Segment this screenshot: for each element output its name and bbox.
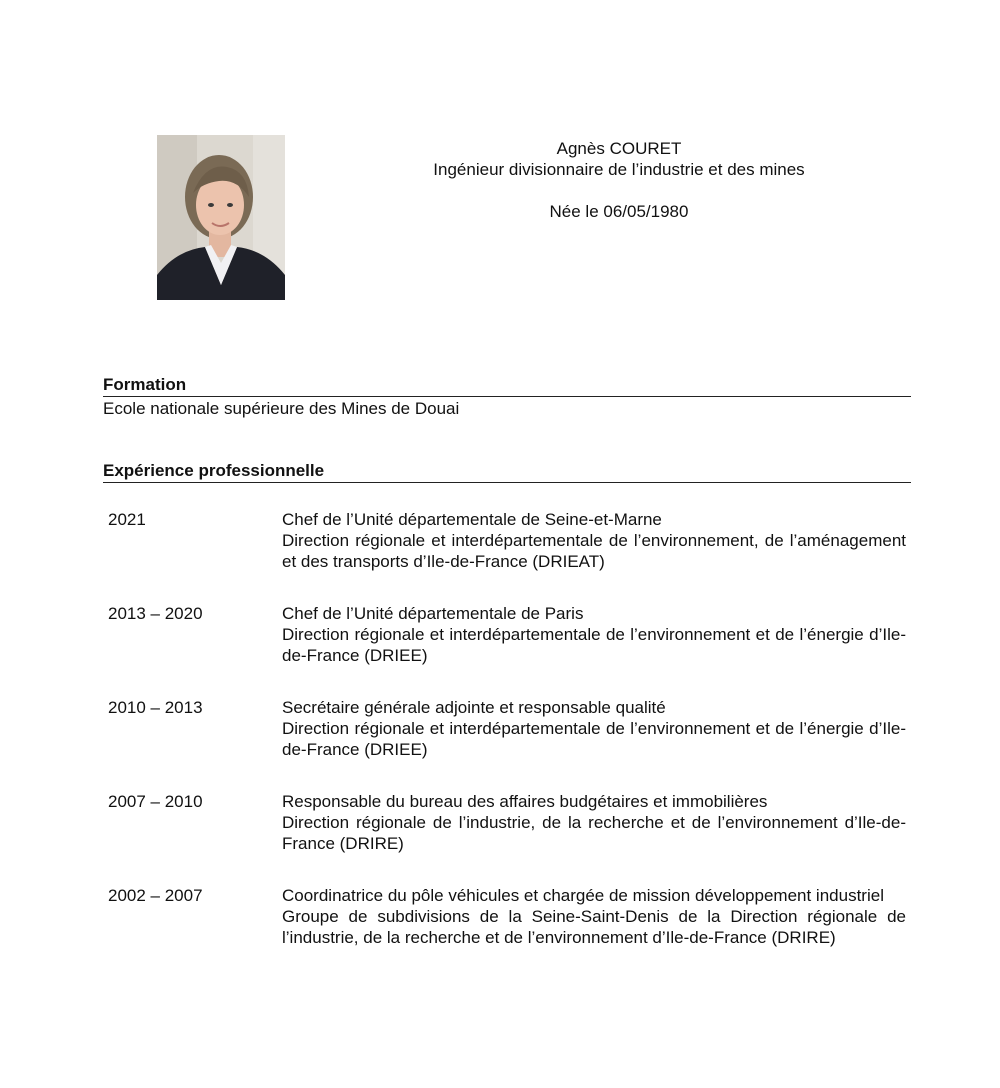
experience-role: Responsable du bureau des affaires budgétaires et immobilières <box>282 792 768 811</box>
experience-org: Groupe de subdivisions de la Seine-Saint-Denis de la Direction régionale de l’industrie, de la recherche et de l’environnement d’Ile-de-France (DRIRE) <box>282 907 906 947</box>
formation-school: Ecole nationale supérieure des Mines de Douai <box>103 399 460 418</box>
experience-item <box>108 509 906 572</box>
person-title: Ingénieur divisionnaire de l’industrie et des mines <box>433 160 805 179</box>
experience-item <box>108 791 906 854</box>
experience-role: Coordinatrice du pôle véhicules et chargée de mission développement industriel <box>282 886 884 905</box>
experience-years: 2021 <box>108 510 146 529</box>
identity-header <box>400 138 838 222</box>
experience-item <box>108 885 906 948</box>
experience-years: 2007 – 2010 <box>108 792 203 811</box>
profile-photo <box>157 135 285 300</box>
experience-org: Direction régionale et interdépartementale de l’environnement et de l’énergie d’Ile-de-France (DRIEE) <box>282 625 906 665</box>
experience-item <box>108 697 906 760</box>
experience-years: 2013 – 2020 <box>108 604 203 623</box>
experience-org: Direction régionale et interdépartementale de l’environnement, de l’aménagement et des transports d’Ile-de-France (DRIEAT) <box>282 531 906 571</box>
birth-date: Née le 06/05/1980 <box>549 202 689 221</box>
experience-org: Direction régionale et interdépartementale de l’environnement et de l’énergie d’Ile-de-France (DRIEE) <box>282 719 906 759</box>
experience-item <box>108 603 906 666</box>
person-name: Agnès COURET <box>556 139 682 158</box>
experience-role: Chef de l’Unité départementale de Seine-et-Marne <box>282 510 662 529</box>
experience-list <box>108 509 906 979</box>
formation-heading: Formation <box>103 374 911 397</box>
experience-years: 2010 – 2013 <box>108 698 203 717</box>
experience-years: 2002 – 2007 <box>108 886 203 905</box>
experience-role: Secrétaire générale adjointe et responsable qualité <box>282 698 666 717</box>
experience-org: Direction régionale de l’industrie, de la recherche et de l’environnement d’Ile-de-France (DRIRE) <box>282 813 906 853</box>
experience-role: Chef de l’Unité départementale de Paris <box>282 604 584 623</box>
experience-heading: Expérience professionnelle <box>103 460 911 483</box>
